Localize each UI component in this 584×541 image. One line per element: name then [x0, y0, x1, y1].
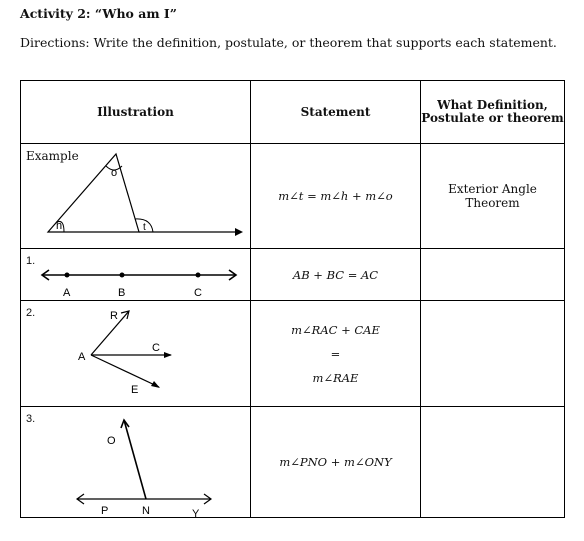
- point-label-y: Y: [192, 508, 200, 517]
- arrowhead-right: [235, 228, 243, 236]
- point-b: [120, 273, 125, 278]
- row3-illustration: [21, 407, 251, 518]
- activity-title: Activity 2: “Who am I”: [20, 6, 177, 21]
- table-row-2: [21, 301, 565, 407]
- row2-illustration: [21, 301, 251, 407]
- point-label-o: O: [107, 435, 116, 447]
- table-row-3: [21, 407, 565, 518]
- rays-diagram: [21, 301, 251, 406]
- row1-statement: AB + BC = AC: [251, 249, 421, 301]
- row2-number: 2.: [26, 307, 36, 319]
- point-label-e: E: [131, 384, 139, 396]
- table-row-example: [21, 144, 565, 249]
- row3-reason-answer[interactable]: [421, 407, 565, 518]
- angle-label-o: o: [111, 167, 118, 179]
- point-label-r: R: [110, 310, 118, 322]
- row2-statement-line3: m∠RAE: [312, 370, 359, 385]
- point-label-n: N: [142, 505, 150, 517]
- row3-number: 3.: [26, 413, 36, 425]
- header-statement: Statement: [251, 81, 421, 144]
- row2-statement-line2: =: [330, 346, 341, 361]
- row2-statement: [251, 301, 421, 407]
- exterior-angle-diagram: [21, 144, 251, 248]
- row2-statement-line1: m∠RAC + CAE: [291, 322, 380, 337]
- row1-illustration: [21, 249, 251, 301]
- ray-ac-arrowhead: [164, 352, 172, 358]
- point-a: [65, 273, 70, 278]
- ray-no: [124, 420, 146, 499]
- point-label-b: B: [118, 287, 126, 299]
- angle-label-t: t: [143, 222, 146, 233]
- row2-reason-answer[interactable]: [421, 301, 565, 407]
- directions-text: Directions: Write the definition, postulate, or theorem that supports each statement.: [20, 35, 557, 50]
- linear-pair-diagram: [21, 407, 251, 517]
- table-row-1: [21, 249, 565, 301]
- activity-table: [20, 80, 565, 518]
- header-illustration: Illustration: [21, 81, 251, 144]
- line-segment-diagram: [21, 249, 251, 300]
- ray-ae-arrowhead: [151, 381, 160, 388]
- point-label-a: A: [63, 287, 71, 299]
- angle-label-h: h: [56, 220, 63, 232]
- point-label-a: A: [78, 351, 86, 363]
- row3-statement: m∠PNO + m∠ONY: [251, 407, 421, 518]
- point-c: [196, 273, 201, 278]
- example-reason: Exterior Angle Theorem: [421, 144, 565, 249]
- row1-reason-answer[interactable]: [421, 249, 565, 301]
- example-illustration: [21, 144, 251, 249]
- example-label: Example: [26, 149, 79, 163]
- example-statement: m∠t = m∠h + m∠o: [251, 144, 421, 249]
- header-reason: What Definition, Postulate or theorem: [421, 81, 565, 144]
- point-label-p: P: [101, 505, 109, 517]
- table-header-row: [21, 81, 565, 144]
- row1-number: 1.: [26, 255, 36, 267]
- ray-ae: [91, 355, 159, 387]
- point-label-c: C: [194, 287, 202, 299]
- point-label-c: C: [152, 342, 160, 354]
